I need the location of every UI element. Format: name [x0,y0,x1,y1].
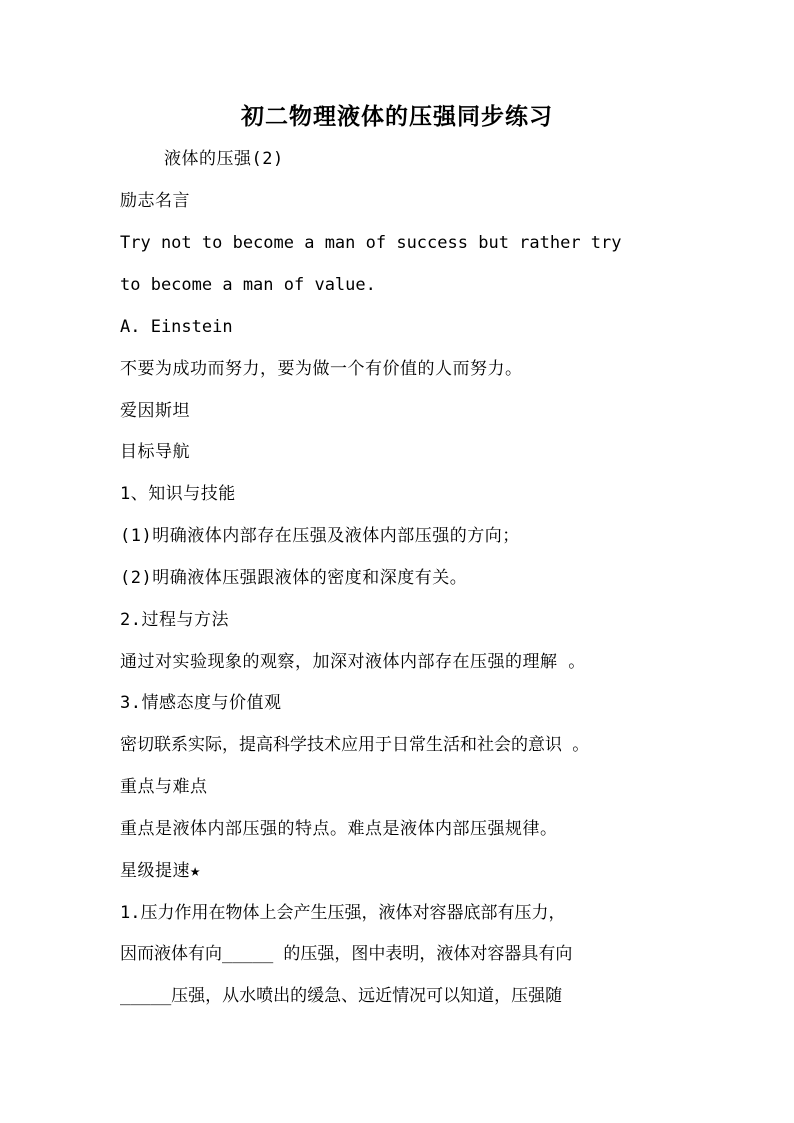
goal-attitude-heading: 3.情感态度与价值观 [120,693,282,713]
document-title: 初二物理液体的压强同步练习 [241,103,553,130]
section-heading-goals: 目标导航 [120,442,190,462]
subtitle: 液体的压强(2) [164,149,284,169]
quote-author-chinese: 爱因斯坦 [120,401,190,421]
quote-chinese: 不要为成功而努力，要为做一个有价值的人而努力。 [120,359,523,379]
question-1-line-3: _____压强，从水喷出的缓急、远近情况可以知道，压强随 [120,986,563,1006]
goal-process-heading: 2.过程与方法 [120,610,229,630]
question-1-line-2: 因而液体有向_____ 的压强，图中表明，液体对容器具有向 [120,944,573,964]
key-points-text: 重点是液体内部压强的特点。难点是液体内部压强规律。 [120,819,558,839]
goal-knowledge-heading: 1、知识与技能 [120,484,236,504]
question-1-line-1: 1.压力作用在物体上会产生压强，液体对容器底部有压力， [120,903,566,923]
goal-process-text: 通过对实验现象的观察，加深对液体内部存在压强的理解 。 [120,652,586,672]
quote-english-line-1: Try not to become a man of success but rather try [120,233,622,253]
quote-english-line-2: to become a man of value. [120,275,376,295]
goal-knowledge-item-2: (2)明确液体压强跟液体的密度和深度有关。 [120,568,468,588]
section-heading-star-practice: 星级提速★ [120,861,201,881]
section-heading-motto: 励志名言 [120,191,190,211]
section-heading-key-points: 重点与难点 [120,777,208,797]
goal-attitude-text: 密切联系实际，提高科学技术应用于日常生活和社会的意识 。 [120,735,590,755]
quote-author-english: A. Einstein [120,317,233,337]
goal-knowledge-item-1: (1)明确液体内部存在压强及液体内部压强的方向； [120,526,520,546]
